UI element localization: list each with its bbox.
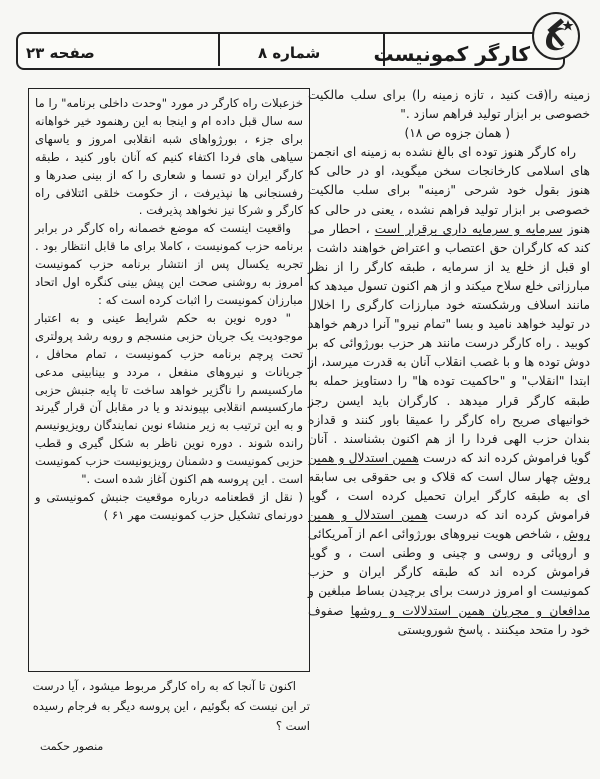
text-span: ، شاخص هویت نیروهای بورژوائی اعم از آمریکائی و اروپائی و روسی و چینی و وطنی است ، و گویا فراموش کرده اند که طبقه کارگر ایران و حزب کمونیست او امروز درست برای برچیدن بساط مبلغین و [308,527,590,599]
closing-paragraph: اکنون تا آنجا که به راه کارگر مربوط میشود ، آیا درست تر این نیست که بگوئیم ، این پروسه دیگر به فرجام رسیده است ؟ [32,679,310,733]
underlined-text: همین استدلال و همین روش [308,508,590,542]
issue-number: شماره ۸ [258,44,321,62]
masthead-title: کارگر کمونیست [373,42,530,66]
page-number: صفحه ۲۳ [26,44,95,62]
text-span: ، احطار می کند که کارگران حق اعتصاب و اعتراض خواهند داشت ، او قبل از خلع ید از سرمایه ، طبقه کارگر را از نظر مبارزاتی خلع سلاح میکند و از هم اکنون تسول میدهد که مانند اسلاف ورشکسته خود مبارزات کارگری را اخلال در تولید خواهد نامید و بسا "تمام نیرو" آنرا درهم خواهد کوبید . راه کارگر درست مانند هر حزب بورژوائی که بر دوش توده ها و با غصب انقلاب آنان به قدرت میرسد، از ابتدا "انقلاب" و "حاکمیت توده ها" را دستاویز حمله به طبقه کارگر قرار میدهد . کارگران باید ایسن رجز خوانیهای صریح راه کارگر را عمیقا باور کنند و قدازه بندان حزب الهی فردا را از هم اکنون بشناسند . آنان گویا فراموش کرده اند که درست [308,221,591,465]
left-column-boxed [28,88,310,672]
text-span: صفوف خود را متحد میکنند . پاسخ شورویستی [308,603,590,637]
paragraph [308,143,590,639]
hammer-sickle-logo-icon [532,12,580,60]
underlined-text: سرمایه و سرمایه داری برقرار است [374,221,563,236]
author-signature: منصور حکمت [40,740,104,753]
underlined-text: مدافعان و مجریان همین استدلالات و روشها [350,603,590,618]
paragraph: زمینه را(قت کنید ، تازه زمینه را) برای سلب مالکیت خصوصی بر ابزار تولید فراهم سازد ." [308,88,590,122]
underlined-text: همین استدلال و همین روش [308,450,591,484]
masthead-divider [218,34,220,66]
text-span: چهار سال است که قلاک و بی حقوقی بی سابقه ای به طبقه کارگر ایران تحمیل کرده است ، گویا فراموش کرده اند که درست [308,469,591,523]
paragraph: خزعبلات راه کارگر در مورد "وحدت داخلی برنامه" را ما سه سال قبل داده ام و اینجا به این رهنمود خیر خواهانه برای جزء ، بورژواهای شبه انقلابی امروز و یاسهای سیاهی های فردا اکتفاء کنیم که آنان باور کنید ، طبقه کارگر ایران دو تسما و شعاری را که از بینی صدرها و رفسنجانی ها نپذیرفت ، از حکومت خلقی ائتلافی راه کارگر و شرکا نیز نخواهد پذیرفت . [35,96,303,218]
masthead [8,10,588,72]
right-column [308,86,590,766]
quotation: " دوره نوین به حکم شرایط عینی و به اعتبار موجودیت یک جریان حزبی منسجم و روبه رشد پرولتری تحت پرچم برنامه حزب کمونیست ، تمام محافل ، جریانات و نیروهای منفعل ، مردد و بینابینی مدعی مارکسیسم را ناگزیر خواهد ساخت تا پایه جنبش حزبی مارکسیسم انقلابی بپیوندند و یا در مقابل آن قرار گیرند و به این ترتیب به زیر منشاء نوین نمایندگان رویزیونیسم رانده شوند . دوره نوین ناظر به شکل گیری و قطب حزبی کمونیست و دشمنان رویزیونیست حزب کمونیست است . این پروسه هم اکنون آغاز شده است ." [35,310,303,487]
text-span: راه کارگر هنوز توده ای بالغ نشده به زمینه ای انجمن های اسلامی کارخانجات سخن میگوید، او در حالی که هنوز بقول خود شرحی "زمینه" برای سلب مالکیت خصوصی بر ابزار تولید فراهم نشده ، یعنی در حالی که هنوز [308,145,591,236]
paragraph: واقعیت اینست که موضع خصمانه راه کارگر در برابر برنامه حزب کمونیست ، کاملا برای ما قابل انتظار بود . تجربه یکسال پس از انتشار برنامه حزب کمونیست امروز به روشنی صحت این پیش بینی کنگره اول اتحاد مبارزان کمونیست را اثبات کرده است که : [35,221,303,307]
citation: ( همان جزوه ص ۱۸) [404,126,510,141]
quotation-source: ( نقل از قطعنامه درباره موقعیت جنبش کمونیستی و دورنمای تشکیل حزب کمونیست مهر ۶۱ ) [35,489,303,522]
